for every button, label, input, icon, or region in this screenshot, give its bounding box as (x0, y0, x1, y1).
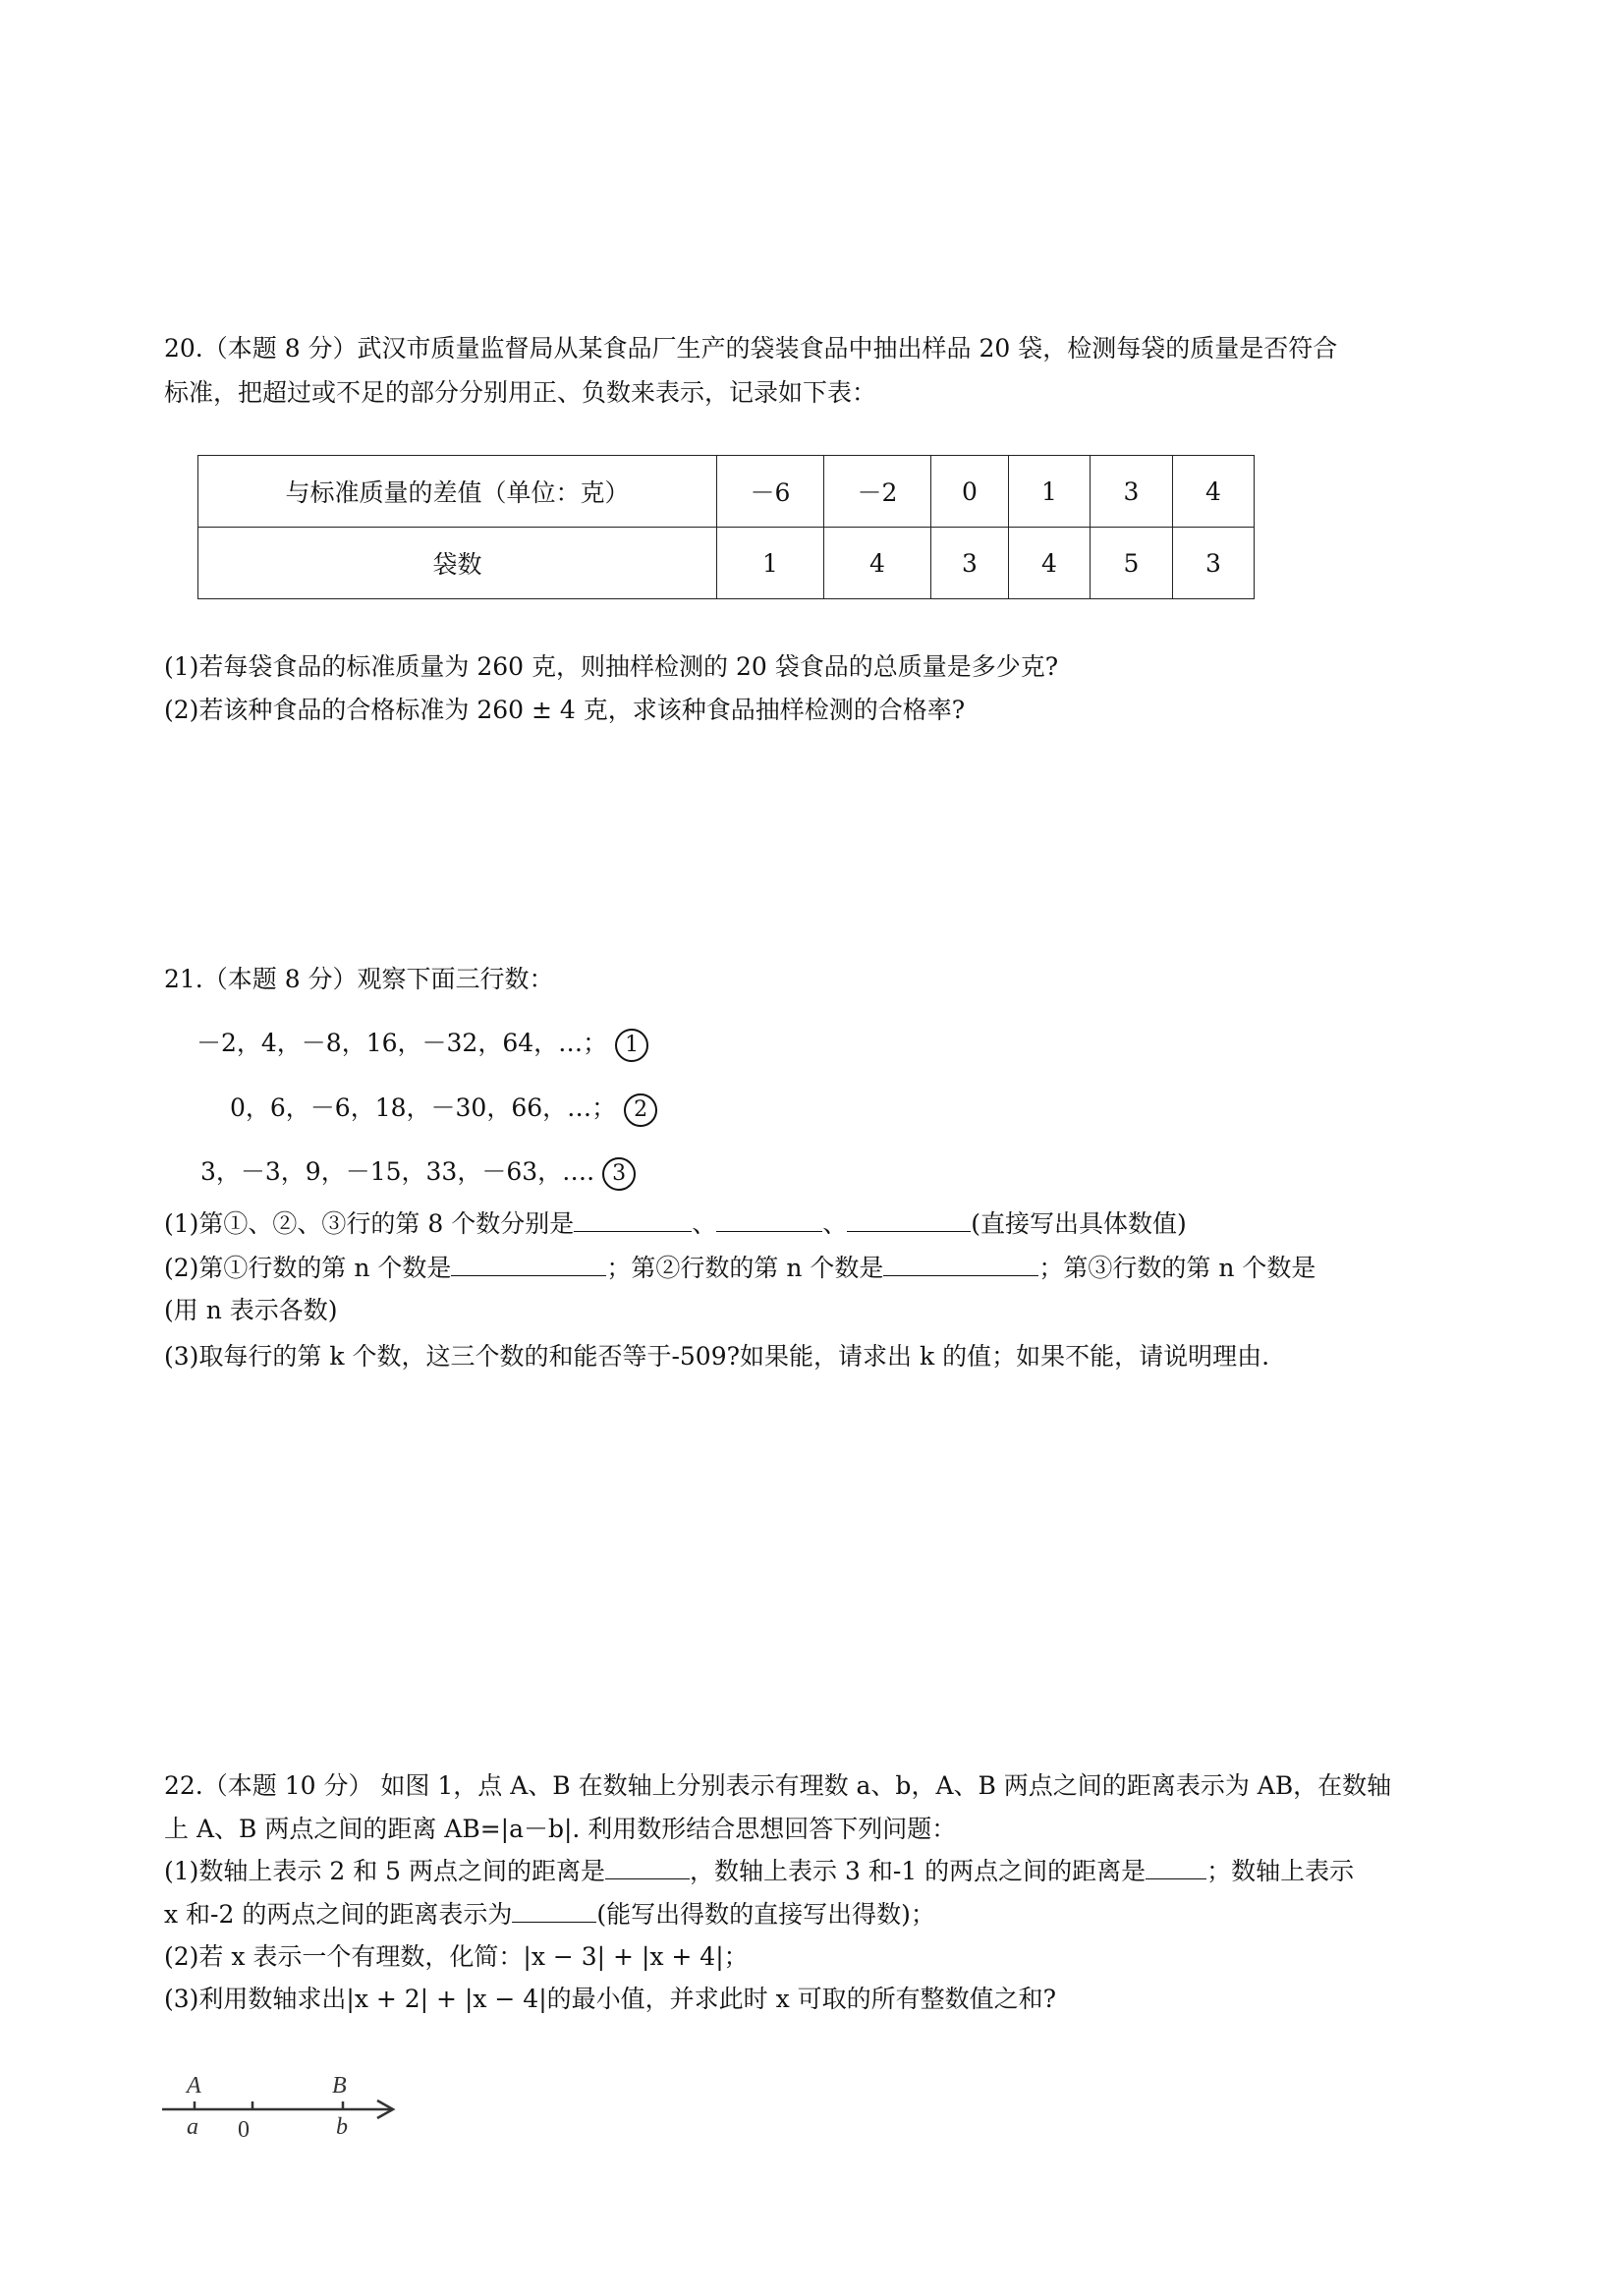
table-cell: －6 (717, 456, 824, 528)
answer-blank[interactable] (605, 1855, 690, 1879)
table-cell: 3 (1173, 528, 1255, 599)
separator: 、 (692, 1209, 717, 1238)
q20-part1: (1)若每袋食品的标准质量为 260 克，则抽样检测的 20 袋食品的总质量是多少克? (164, 652, 1059, 681)
q22-part1 (164, 1855, 1354, 1888)
circled-2-icon: 2 (624, 1093, 657, 1127)
q22-part2: (2)若 x 表示一个有理数，化简：|x − 3| + |x + 4|； (164, 1942, 749, 1971)
table-row (198, 528, 1255, 599)
table-row1-label: 与标准质量的差值（单位：克） (198, 456, 717, 528)
table-cell: 4 (824, 528, 931, 599)
table-cell: －2 (824, 456, 931, 528)
separator: 、 (822, 1209, 848, 1238)
table-cell: 1 (1009, 456, 1091, 528)
q21-part2-text: ；第③行数的第 n 个数是 (1038, 1254, 1316, 1282)
q21-part2-text: (2)第①行数的第 n 个数是 (164, 1254, 452, 1282)
q20-table (197, 455, 1255, 599)
answer-blank[interactable] (451, 1252, 606, 1276)
table-cell: 0 (931, 456, 1009, 528)
q21-row2-text: 0，6，－6，18，－30，66，…； (230, 1093, 617, 1122)
label-a: a (187, 2114, 198, 2140)
table-row2-label: 袋数 (198, 528, 717, 599)
q22-part3: (3)利用数轴求出|x + 2| + |x − 4|的最小值，并求此时 x 可取的所有整数值之和? (164, 1985, 1057, 2013)
label-B: B (332, 2073, 347, 2099)
q21-part3: (3)取每行的第 k 个数，这三个数的和能否等于-509?如果能，请求出 k 的值；如果不能，请说明理由. (164, 1342, 1270, 1371)
q21-part2-text: ；第②行数的第 n 个数是 (606, 1254, 884, 1282)
q21-row2 (230, 1092, 657, 1127)
answer-blank[interactable] (716, 1207, 822, 1232)
number-line-figure (157, 2063, 413, 2171)
table-cell: 3 (1091, 456, 1173, 528)
answer-blank[interactable] (1146, 1855, 1206, 1879)
q22-part1-cont (164, 1898, 935, 1932)
label-0: 0 (238, 2117, 250, 2143)
table-cell: 4 (1173, 456, 1255, 528)
q22-part1-text: ，数轴上表示 3 和-1 的两点之间的距离是 (690, 1857, 1147, 1885)
q21-line1: 21.（本题 8 分）观察下面三行数： (164, 965, 554, 993)
q21-part1-note: (直接写出具体数值) (971, 1209, 1187, 1238)
q21-row3-text: 3，－3，9，－15，33，－63，…. (200, 1157, 595, 1186)
q21-part1 (164, 1207, 1187, 1241)
answer-blank[interactable] (847, 1207, 971, 1232)
label-A: A (187, 2073, 201, 2099)
table-cell: 1 (717, 528, 824, 599)
q20-line1: 20.（本题 8 分）武汉市质量监督局从某食品厂生产的袋装食品中抽出样品 20 袋，检测每袋的质量是否符合 (164, 334, 1338, 363)
table-row (198, 456, 1255, 528)
answer-blank[interactable] (574, 1207, 692, 1232)
circled-3-icon: 3 (602, 1157, 636, 1191)
q22-part1-note: (能写出得数的直接写出得数)； (596, 1900, 935, 1929)
answer-blank[interactable] (883, 1252, 1038, 1276)
q21-part2-note: (用 n 表示各数) (164, 1296, 338, 1324)
answer-blank[interactable] (512, 1898, 596, 1923)
q22-line1: 22.（本题 10 分） 如图 1，点 A、B 在数轴上分别表示有理数 a、b，A、B 两点之间的距离表示为 AB，在数轴 (164, 1771, 1392, 1800)
q21-part2 (164, 1252, 1315, 1285)
table-cell: 5 (1091, 528, 1173, 599)
circled-1-icon: 1 (615, 1029, 648, 1062)
q22-part1-text: ；数轴上表示 (1206, 1857, 1355, 1885)
q21-row1 (196, 1027, 648, 1062)
label-b: b (336, 2114, 348, 2140)
q22-part1-text: (1)数轴上表示 2 和 5 两点之间的距离是 (164, 1857, 606, 1885)
q21-row3 (200, 1155, 636, 1191)
table-cell: 4 (1009, 528, 1091, 599)
q21-row1-text: －2，4，－8，16，－32，64，…； (196, 1029, 608, 1057)
q21-part1-text: (1)第①、②、③行的第 8 个数分别是 (164, 1209, 575, 1238)
q20-line2: 标准，把超过或不足的部分分别用正、负数来表示，记录如下表： (164, 378, 877, 407)
q22-part1-text: x 和-2 的两点之间的距离表示为 (164, 1900, 513, 1929)
q20-part2: (2)若该种食品的合格标准为 260 ± 4 克，求该种食品抽样检测的合格率? (164, 696, 966, 724)
q22-line2: 上 A、B 两点之间的距离 AB=|a－b|. 利用数形结合思想回答下列问题： (164, 1815, 957, 1843)
table-cell: 3 (931, 528, 1009, 599)
